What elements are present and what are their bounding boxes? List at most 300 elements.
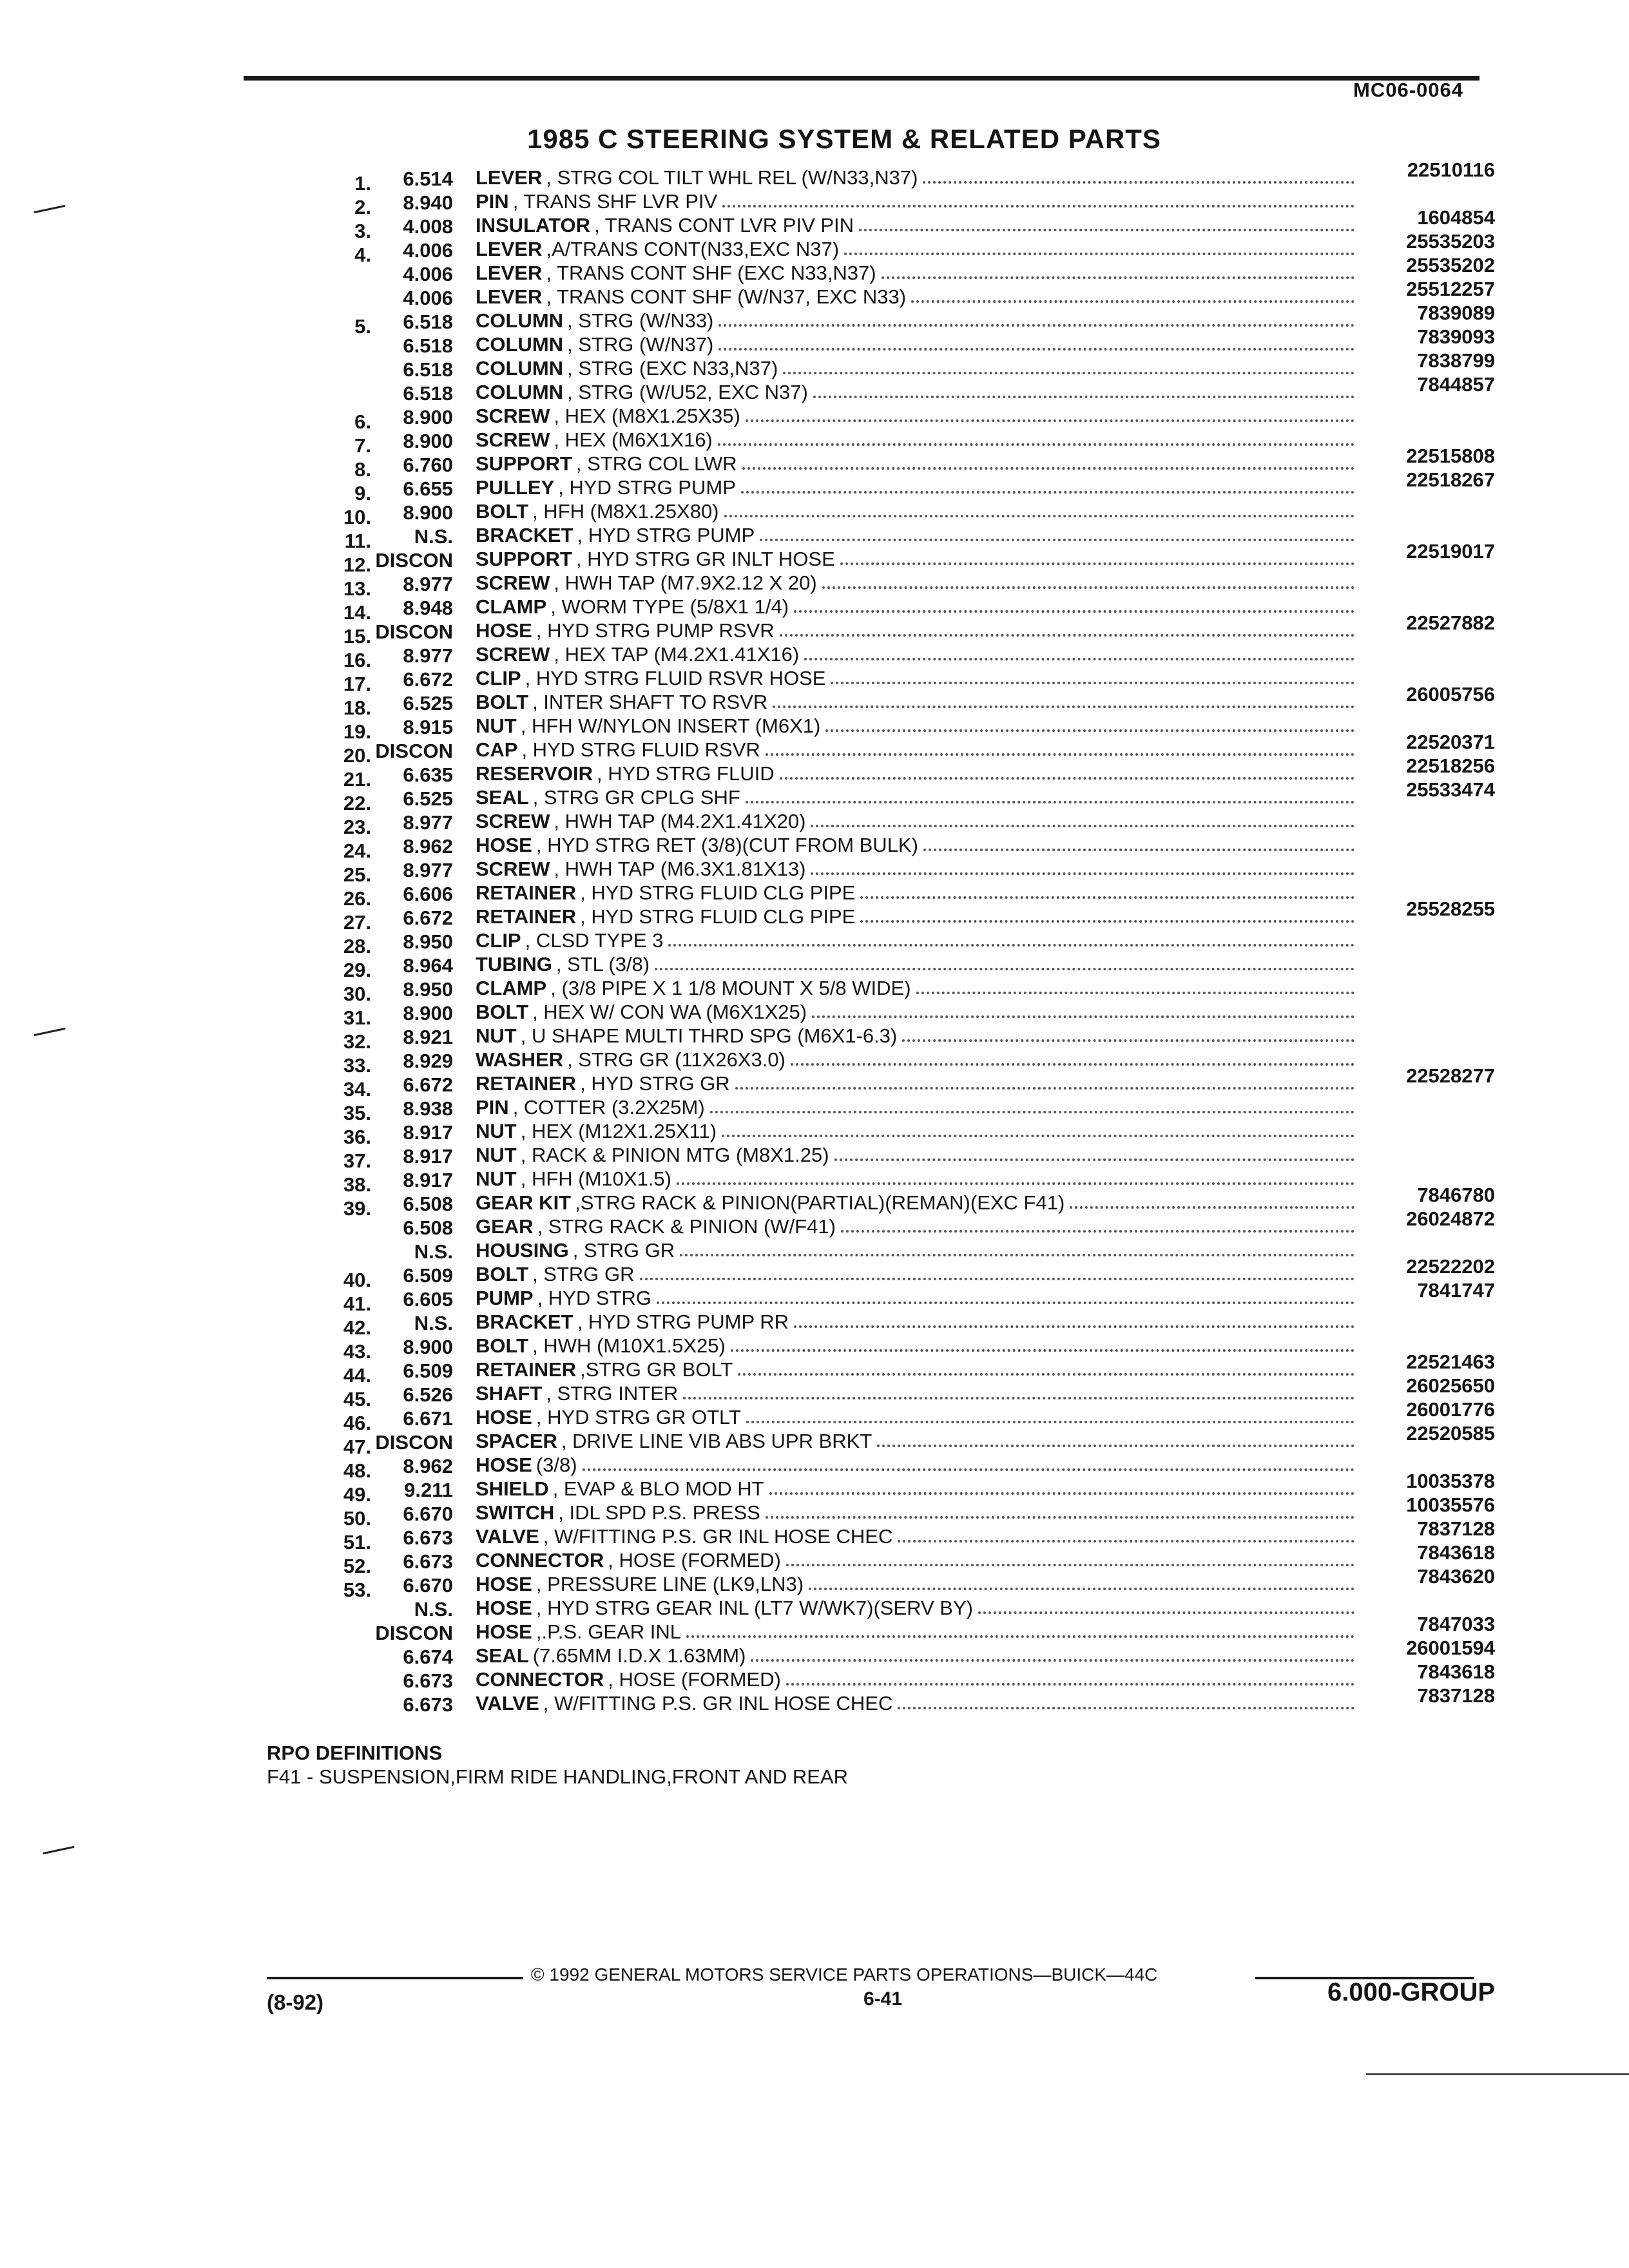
part-name: BOLT: [476, 500, 529, 523]
part-description: [476, 166, 1360, 189]
part-detail: , STL (3/8): [555, 953, 650, 975]
footer-underline: [1366, 2073, 1629, 2075]
leader-dots: [898, 1539, 1354, 1542]
part-detail: , HWH (M10X1.5X25): [532, 1334, 726, 1357]
leader-dots: [668, 943, 1354, 947]
leader-dots: [882, 276, 1354, 279]
part-name: SHIELD: [476, 1477, 549, 1500]
part-detail: , STRG COL LWR: [575, 452, 737, 475]
item-number: 4.: [354, 244, 371, 266]
item-number: 15.: [343, 625, 371, 648]
part-number: 7843618: [1417, 1660, 1495, 1683]
part-description: [476, 380, 1360, 404]
part-name: SCREW: [476, 428, 550, 451]
part-name: HOSE: [476, 1406, 532, 1428]
part-detail: , (3/8 PIPE X 1 1/8 MOUNT X 5/8 WIDE): [550, 977, 911, 999]
part-description: [476, 1024, 1360, 1048]
part-detail: , EVAP & BLO MOD HT: [552, 1477, 764, 1500]
leader-dots: [738, 1372, 1354, 1376]
part-number: 10035378: [1406, 1470, 1495, 1492]
part-detail: , TRANS CONT SHF (EXC N33,N37): [546, 262, 876, 284]
group-number: 6.635: [403, 764, 453, 786]
part-detail: , HYD STRG: [537, 1287, 651, 1309]
item-number: 21.: [343, 768, 371, 791]
part-name: SCREW: [476, 405, 550, 427]
leader-dots: [766, 1515, 1354, 1519]
part-number: 25528255: [1406, 898, 1495, 920]
part-description: [476, 809, 1360, 833]
part-name: BOLT: [476, 1334, 529, 1357]
part-description: [476, 666, 1360, 690]
page-title: 1985 C STEERING SYSTEM & RELATED PARTS: [527, 124, 1161, 154]
item-number: 3.: [354, 220, 371, 242]
part-name: COLUMN: [476, 381, 564, 403]
leader-dots: [746, 1420, 1354, 1423]
part-number: 7839093: [1417, 325, 1495, 348]
item-number: 19.: [343, 720, 371, 743]
leader-dots: [657, 1301, 1354, 1304]
group-number: 6.673: [403, 1669, 453, 1692]
leader-dots: [923, 180, 1354, 184]
part-detail: , STRG GR: [572, 1239, 675, 1262]
part-name: PUMP: [476, 1287, 534, 1309]
part-detail: , HYD STRG GR INLT HOSE: [575, 548, 835, 570]
part-name: CLAMP: [476, 595, 547, 618]
item-number: 6.: [354, 410, 371, 433]
part-name: PIN: [476, 1096, 509, 1119]
part-name: HOSE: [476, 1573, 532, 1595]
leader-dots: [683, 1396, 1354, 1399]
item-number: 17.: [343, 673, 371, 695]
part-name: SUPPORT: [476, 548, 572, 570]
part-detail: , HOSE (FORMED): [608, 1549, 781, 1571]
part-description: [476, 1477, 1360, 1501]
part-row: [0, 499, 1629, 528]
group-number: DISCON: [375, 740, 453, 762]
part-description: [476, 237, 1360, 261]
leader-dots: [859, 228, 1354, 231]
group-number: 8.977: [403, 811, 453, 834]
part-row: [0, 1684, 1629, 1716]
part-name: HOUSING: [476, 1239, 569, 1262]
group-number: 8.915: [403, 716, 453, 738]
item-number: 13.: [343, 577, 371, 600]
part-description: [476, 1310, 1360, 1334]
part-description: [476, 285, 1360, 309]
part-row: [0, 809, 1629, 838]
part-name: COLUMN: [476, 357, 564, 380]
part-detail: , HYD STRG GR OTLT: [535, 1406, 741, 1428]
leader-dots: [831, 681, 1354, 684]
part-description: [476, 1644, 1360, 1667]
part-number: 22515808: [1406, 445, 1495, 467]
group-number: DISCON: [375, 1431, 453, 1454]
part-detail: , HEX (M12X1.25X11): [520, 1120, 717, 1142]
group-number: 8.962: [403, 1455, 453, 1477]
part-name: COLUMN: [476, 333, 564, 356]
part-detail: , IDL SPD P.S. PRESS: [558, 1501, 760, 1524]
leader-dots: [811, 824, 1354, 827]
part-row: [0, 404, 1629, 433]
part-name: VALVE: [476, 1525, 539, 1548]
part-description: [476, 952, 1360, 976]
part-row: [0, 857, 1629, 886]
part-row: [0, 571, 1629, 600]
item-number: 35.: [343, 1102, 371, 1124]
leader-dots: [911, 300, 1354, 303]
part-number: 26025650: [1406, 1374, 1495, 1397]
parts-list: [0, 159, 1629, 1716]
group-number: 6.508: [403, 1193, 453, 1215]
part-detail: , STRG GR: [532, 1263, 635, 1285]
group-number: 8.964: [403, 954, 453, 977]
part-description: [476, 452, 1360, 476]
part-detail: , HYD STRG PUMP RSVR: [535, 619, 775, 642]
part-detail: , HYD STRG FLUID: [597, 762, 775, 785]
part-description: [476, 595, 1360, 619]
part-name: VALVE: [476, 1692, 539, 1715]
part-number: 7838799: [1417, 349, 1495, 372]
part-row: [0, 159, 1629, 195]
group-number: 6.509: [403, 1264, 453, 1287]
group-number: 8.900: [403, 1002, 453, 1024]
part-name: HOSE: [476, 1454, 532, 1476]
part-detail: , U SHAPE MULTI THRD SPG (M6X1-6.3): [520, 1024, 898, 1047]
leader-dots: [680, 1253, 1354, 1256]
part-detail: , HYD STRG PUMP: [577, 524, 755, 546]
group-number: 6.672: [403, 668, 453, 691]
part-row: [0, 373, 1629, 405]
leader-dots: [780, 633, 1354, 637]
part-description: [476, 857, 1360, 881]
part-description: [476, 1524, 1360, 1548]
group-number: 6.760: [403, 454, 453, 476]
group-number: 4.006: [403, 239, 453, 262]
group-number: 6.508: [403, 1216, 453, 1239]
part-description: [476, 976, 1360, 1000]
part-number: 25535203: [1406, 230, 1495, 253]
group-number: 6.518: [403, 311, 453, 333]
part-row: [0, 1613, 1629, 1644]
part-description: [476, 309, 1360, 332]
part-name: BOLT: [476, 1001, 529, 1023]
part-name: CLAMP: [476, 977, 547, 999]
part-name: SCREW: [476, 858, 550, 880]
item-number: 47.: [343, 1436, 371, 1458]
leader-dots: [791, 1062, 1354, 1066]
group-number: N.S.: [414, 1240, 453, 1263]
part-row: [0, 1143, 1629, 1172]
part-description: [476, 1548, 1360, 1572]
leader-dots: [773, 705, 1354, 708]
leader-dots: [722, 1134, 1354, 1137]
item-number: 7.: [354, 434, 371, 457]
group-number: 6.671: [403, 1407, 453, 1430]
item-number: 9.: [354, 482, 371, 505]
part-description: [476, 523, 1360, 547]
part-row: [0, 1095, 1629, 1124]
part-detail: , W/FITTING P.S. GR INL HOSE CHEC: [543, 1692, 893, 1715]
group-number: 8.900: [403, 430, 453, 452]
part-description: [476, 1215, 1360, 1238]
part-detail: , STRG COL TILT WHL REL (W/N33,N37): [546, 166, 918, 189]
group-number: 6.526: [403, 1383, 453, 1406]
group-number: 8.917: [403, 1145, 453, 1168]
item-number: 41.: [343, 1293, 371, 1315]
item-number: 27.: [343, 911, 371, 934]
group-number: N.S.: [414, 1598, 453, 1620]
part-name: SCREW: [476, 810, 550, 832]
group-number: 6.518: [403, 382, 453, 405]
leader-dots: [718, 443, 1354, 446]
part-name: HOSE: [476, 834, 532, 856]
item-number: 32.: [343, 1030, 371, 1053]
group-number: N.S.: [414, 1312, 453, 1334]
group-number: 6.525: [403, 692, 453, 715]
item-number: 53.: [343, 1579, 371, 1601]
group-number: DISCON: [375, 1622, 453, 1644]
part-row: [0, 1596, 1629, 1620]
part-name: WASHER: [476, 1048, 564, 1071]
part-description: [476, 428, 1360, 452]
group-number: 8.950: [403, 930, 453, 953]
part-row: [0, 833, 1629, 862]
leader-dots: [844, 252, 1354, 255]
item-number: 20.: [343, 744, 371, 767]
part-description: [476, 714, 1360, 738]
part-detail: , HFH (M8X1.25X80): [532, 500, 719, 523]
part-description: [476, 571, 1360, 595]
part-name: CLIP: [476, 929, 521, 952]
part-detail: ,A/TRANS CONT(N33,EXC N37): [546, 238, 840, 260]
part-description: [476, 1358, 1360, 1381]
group-number: 6.672: [403, 907, 453, 929]
part-number: 7841747: [1417, 1279, 1495, 1302]
item-number: 8.: [354, 458, 371, 481]
part-description: [476, 404, 1360, 428]
part-detail: , HYD STRG GEAR INL (LT7 W/WK7)(SERV BY): [535, 1597, 973, 1619]
part-number: 22520371: [1406, 731, 1495, 753]
part-name: HOSE: [476, 1620, 532, 1643]
group-number: 6.606: [403, 883, 453, 905]
leader-dots: [834, 1158, 1354, 1161]
part-description: [476, 905, 1360, 928]
part-number: 7837128: [1417, 1517, 1495, 1540]
part-description: [476, 213, 1360, 237]
item-number: 33.: [343, 1054, 371, 1077]
part-detail: , HYD STRG FLUID CLG PIPE: [580, 881, 856, 904]
part-description: [476, 1072, 1360, 1095]
group-number: 8.962: [403, 835, 453, 858]
part-description: [476, 1429, 1360, 1453]
group-number: 9.211: [404, 1479, 453, 1501]
group-number: 6.525: [403, 787, 453, 810]
part-detail: , HWH TAP (M7.9X2.12 X 20): [554, 572, 817, 594]
part-description: [476, 1667, 1360, 1691]
part-row: [0, 1238, 1629, 1262]
part-description: [476, 1143, 1360, 1167]
group-number: 4.006: [403, 263, 453, 285]
part-name: PULLEY: [476, 476, 555, 499]
part-name: CLIP: [476, 667, 521, 689]
group-number: 6.605: [403, 1288, 453, 1311]
item-number: 2.: [354, 196, 371, 218]
part-number: 1604854: [1417, 206, 1495, 229]
item-number: 26.: [343, 887, 371, 910]
group-number: 8.938: [403, 1097, 453, 1120]
group-number: DISCON: [375, 549, 453, 572]
item-number: 10.: [343, 506, 371, 528]
group-number: 6.674: [403, 1646, 453, 1668]
part-detail: , HYD STRG GR: [580, 1072, 730, 1095]
part-description: [476, 1453, 1360, 1477]
part-detail: ,STRG GR BOLT: [580, 1358, 733, 1381]
part-description: [476, 1620, 1360, 1644]
group-number: 6.655: [403, 477, 453, 500]
group-number: 4.008: [403, 215, 453, 238]
group-number: 8.900: [403, 406, 453, 428]
part-row: [0, 468, 1629, 505]
leader-dots: [786, 1563, 1354, 1566]
leader-dots: [786, 1682, 1354, 1686]
item-number: 40.: [343, 1269, 371, 1291]
part-name: COLUMN: [476, 309, 564, 332]
part-description: [476, 642, 1360, 666]
part-description: [476, 833, 1360, 857]
group-number: 8.921: [403, 1026, 453, 1048]
part-name: GEAR: [476, 1215, 534, 1238]
group-number: 8.977: [403, 644, 453, 667]
part-number: 26005756: [1406, 683, 1495, 706]
part-name: RETAINER: [476, 881, 577, 904]
part-detail: ,.P.S. GEAR INL: [535, 1620, 681, 1643]
leader-dots: [860, 919, 1354, 923]
leader-dots: [731, 1349, 1354, 1352]
part-description: [476, 738, 1360, 762]
group-number: DISCON: [375, 620, 453, 643]
part-detail: , TRANS CONT SHF (W/N37, EXC N33): [546, 285, 907, 308]
part-detail: (7.65MM I.D.X 1.63MM): [532, 1644, 746, 1667]
leader-dots: [898, 1706, 1354, 1709]
top-rule: [244, 76, 1480, 81]
part-description: [476, 1000, 1360, 1024]
part-name: SCREW: [476, 643, 550, 666]
part-number: 7837128: [1417, 1684, 1495, 1707]
part-detail: , TRANS CONT LVR PIV PIN: [593, 214, 854, 236]
footer-group: 6.000-GROUP: [1327, 1978, 1496, 2006]
part-name: BRACKET: [476, 524, 574, 546]
part-detail: , RACK & PINION MTG (M8X1.25): [520, 1144, 829, 1166]
part-number: 7843620: [1417, 1565, 1495, 1588]
part-name: TUBING: [476, 953, 552, 975]
part-description: [476, 1191, 1360, 1215]
item-number: 14.: [343, 601, 371, 624]
part-detail: ,STRG RACK & PINION(PARTIAL)(REMAN)(EXC F41): [575, 1191, 1065, 1214]
part-detail: , CLSD TYPE 3: [525, 929, 664, 952]
part-row: [0, 1024, 1629, 1053]
leader-dots: [718, 323, 1354, 327]
part-description: [476, 1381, 1360, 1405]
part-row: [0, 1119, 1629, 1148]
leader-dots: [841, 1229, 1354, 1233]
part-description: [476, 762, 1360, 785]
item-number: 11.: [344, 530, 371, 552]
leader-dots: [812, 1015, 1354, 1018]
part-detail: , STRG GR (11X26X3.0): [567, 1048, 786, 1071]
part-detail: , HOSE (FORMED): [608, 1668, 781, 1691]
item-number: 23.: [343, 816, 371, 838]
leader-dots: [735, 1086, 1354, 1090]
group-number: 6.673: [403, 1550, 453, 1573]
part-description: [476, 928, 1360, 952]
item-number: 45.: [343, 1388, 371, 1410]
part-name: SHAFT: [476, 1382, 543, 1405]
group-number: 8.900: [403, 501, 453, 524]
group-number: 6.670: [403, 1574, 453, 1597]
part-number: 22528277: [1406, 1064, 1495, 1087]
group-number: 6.673: [403, 1526, 453, 1549]
leader-dots: [751, 1658, 1354, 1662]
group-number: 6.509: [403, 1360, 453, 1382]
item-number: 49.: [343, 1483, 371, 1506]
part-number: 26001594: [1406, 1637, 1495, 1659]
item-number: 37.: [343, 1149, 371, 1172]
part-description: [476, 476, 1360, 499]
part-detail: , HEX W/ CON WA (M6X1X25): [532, 1001, 807, 1023]
leader-dots: [746, 800, 1354, 803]
part-row: [0, 1637, 1629, 1668]
part-row: [0, 325, 1629, 357]
group-number: 6.518: [403, 334, 453, 357]
group-number: 8.950: [403, 978, 453, 1001]
part-name: SPACER: [476, 1430, 557, 1452]
part-number: 22519017: [1406, 540, 1495, 562]
group-number: 6.670: [403, 1503, 453, 1525]
group-number: 8.917: [403, 1121, 453, 1144]
item-number: 39.: [343, 1197, 371, 1220]
group-number: 6.518: [403, 358, 453, 381]
part-name: SCREW: [476, 572, 550, 594]
part-name: HOSE: [476, 1597, 532, 1619]
part-detail: , STRG (W/N37): [567, 333, 714, 356]
part-name: SWITCH: [476, 1501, 555, 1524]
part-detail: , STRG (W/U52, EXC N37): [567, 381, 808, 403]
leader-dots: [724, 514, 1354, 517]
group-number: 8.900: [403, 1336, 453, 1358]
leader-dots: [794, 1325, 1354, 1328]
part-description: [476, 1095, 1360, 1119]
part-description: [476, 332, 1360, 356]
part-row: [0, 928, 1629, 957]
part-name: SEAL: [476, 786, 529, 809]
leader-dots: [655, 967, 1354, 970]
leader-dots: [1070, 1206, 1354, 1209]
leader-dots: [783, 371, 1354, 374]
item-number: 25.: [343, 863, 371, 886]
part-name: HOSE: [476, 619, 532, 642]
leader-dots: [811, 872, 1354, 875]
leader-dots: [766, 753, 1354, 756]
part-row: [0, 976, 1629, 1005]
item-number: 29.: [343, 959, 371, 981]
part-detail: , STRG (W/N33): [567, 309, 714, 332]
rpo-title: RPO DEFINITIONS: [267, 1742, 443, 1764]
part-name: LEVER: [476, 166, 543, 189]
part-name: BRACKET: [476, 1311, 574, 1333]
part-detail: , HWH TAP (M4.2X1.41X20): [554, 810, 806, 832]
part-detail: , HYD STRG FLUID CLG PIPE: [580, 905, 856, 928]
part-detail: , HFH W/NYLON INSERT (M6X1): [520, 715, 821, 737]
